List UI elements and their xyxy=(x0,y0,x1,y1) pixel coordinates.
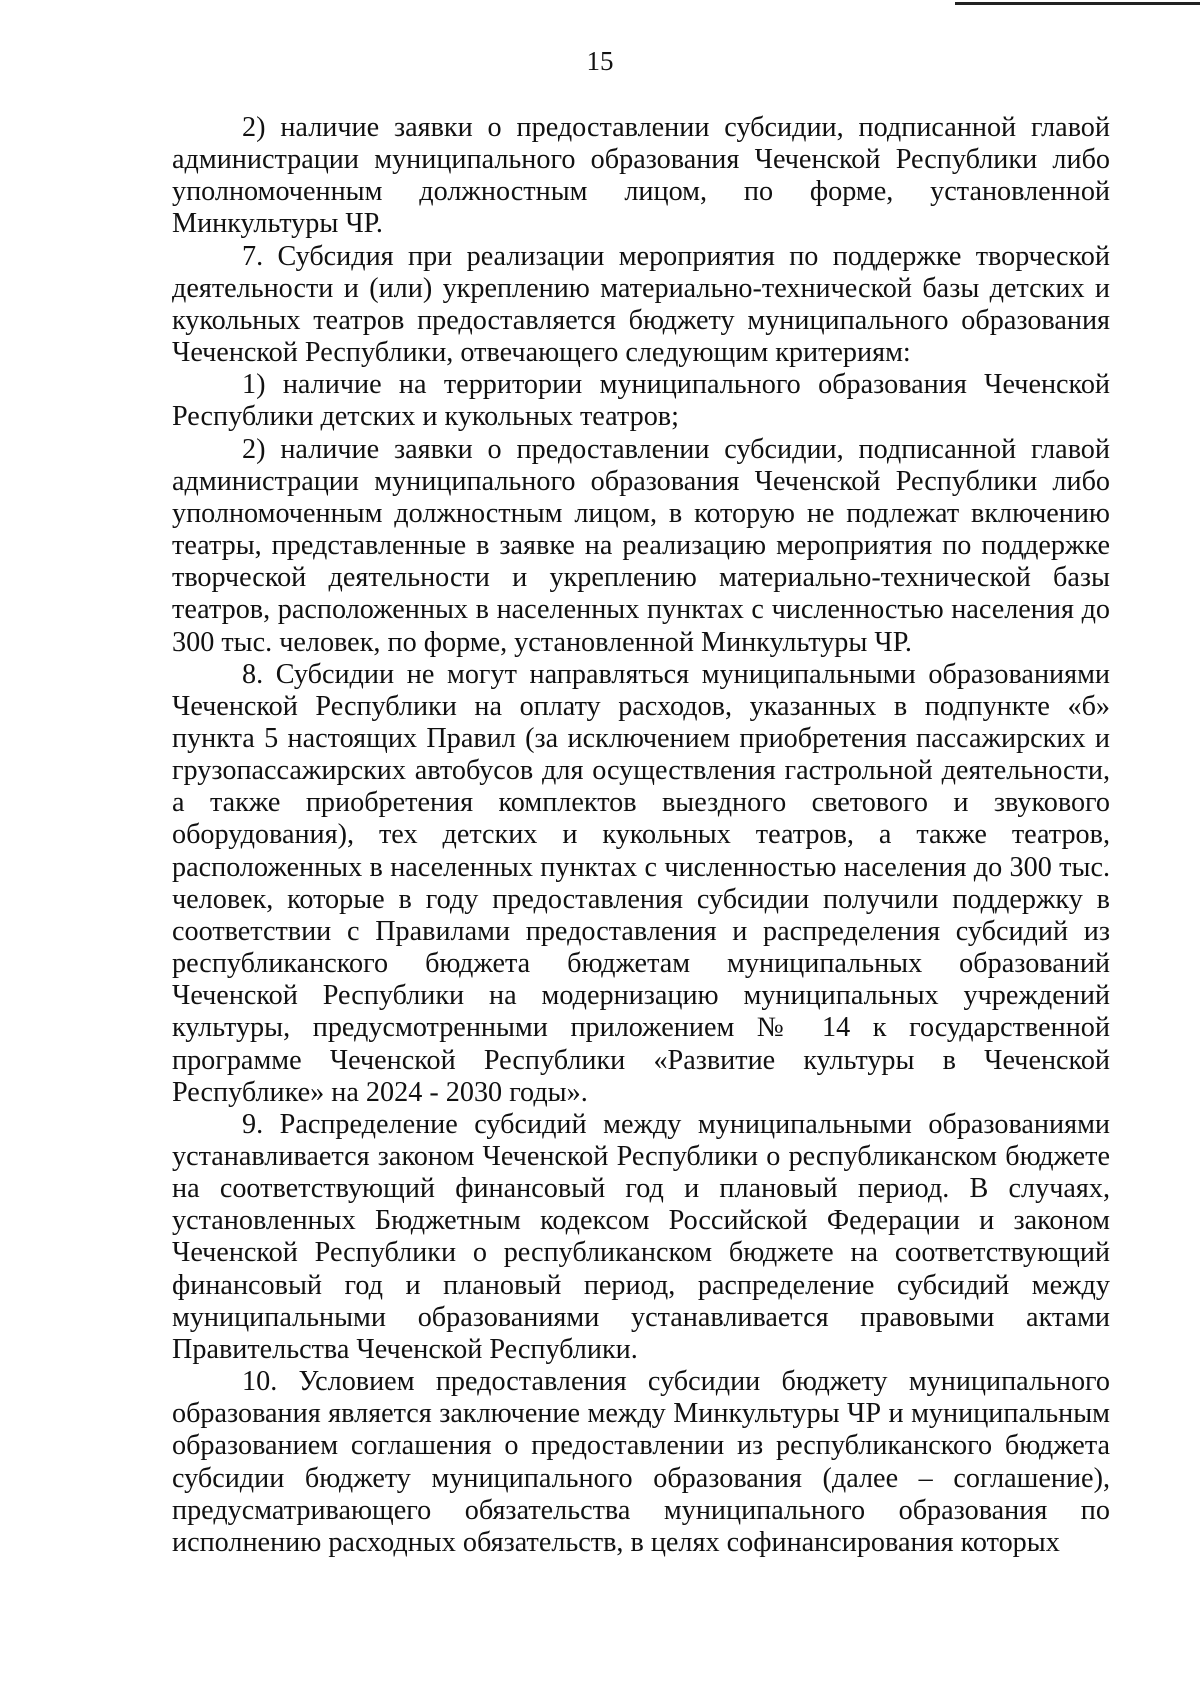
paragraph-clause-8: 8. Субсидии не могут направляться муниципальными образованиями Чеченской Республики на оплату расходов, указанных в подпункте «б» пункта 5 настоящих Правил (за исключением приобретения пассажирских и грузопассажирских автобусов для осуществления гастрольной деятельности, а также приобретения комплектов выездного светового и звукового оборудования), тех детских и кукольных театров, а также театров, расположенных в населенных пунктах с численностью населения до 300 тыс. человек, которые в году предоставления субсидии получили поддержку в соответствии с Правилами предоставления и распределения субсидий из республиканского бюджета бюджетам муниципальных образований Чеченской Республики на модернизацию муниципальных учреждений культуры, предусмотренными приложением № 14 к государственной программе Чеченской Республики «Развитие культуры в Чеченской Республике» на 2024 - 2030 годы». xyxy=(172,658,1110,1108)
paragraph-subitem-2-first: 2) наличие заявки о предоставлении субсидии, подписанной главой администрации муниципального образования Чеченской Республики либо уполномоченным должностным лицом, по форме, установленной Минкультуры ЧР. xyxy=(172,112,1110,240)
page-number: 15 xyxy=(586,46,614,76)
top-edge-rule xyxy=(955,2,1200,5)
document-body xyxy=(172,112,1110,1559)
paragraph-clause-10: 10. Условием предоставления субсидии бюджету муниципального образования является заключение между Минкультуры ЧР и муниципальным образованием соглашения о предоставлении из республиканского бюджета субсидии бюджету муниципального образования (далее – соглашение), предусматривающего обязательства муниципального образования по исполнению расходных обязательств, в целях софинансирования которых xyxy=(172,1366,1110,1558)
paragraph-clause-7-subitem-2: 2) наличие заявки о предоставлении субсидии, подписанной главой администрации муниципального образования Чеченской Республики либо уполномоченным должностным лицом, в которую не подлежат включению театры, представленные в заявке на реализацию мероприятия по поддержке творческой деятельности и укреплению материально-технической базы театров, расположенных в населенных пунктах с численностью населения до 300 тыс. человек, по форме, установленной Минкультуры ЧР. xyxy=(172,433,1110,658)
paragraph-clause-7: 7. Субсидия при реализации мероприятия по поддержке творческой деятельности и (или) укреплению материально-технической базы детских и кукольных театров предоставляется бюджету муниципального образования Чеченской Республики, отвечающего следующим критериям: xyxy=(172,240,1110,369)
paragraph-clause-7-subitem-1: 1) наличие на территории муниципального образования Чеченской Республики детских и кукольных театров; xyxy=(172,369,1110,433)
paragraph-clause-9: 9. Распределение субсидий между муниципальными образованиями устанавливается законом Чеченской Республики о республиканском бюджете на соответствующий финансовый год и плановый период. В случаях, установленных Бюджетным кодексом Российской Федерации и законом Чеченской Республики о республиканском бюджете на соответствующий финансовый год и плановый период, распределение субсидий между муниципальными образованиями устанавливается правовыми актами Правительства Чеченской Республики. xyxy=(172,1108,1110,1365)
